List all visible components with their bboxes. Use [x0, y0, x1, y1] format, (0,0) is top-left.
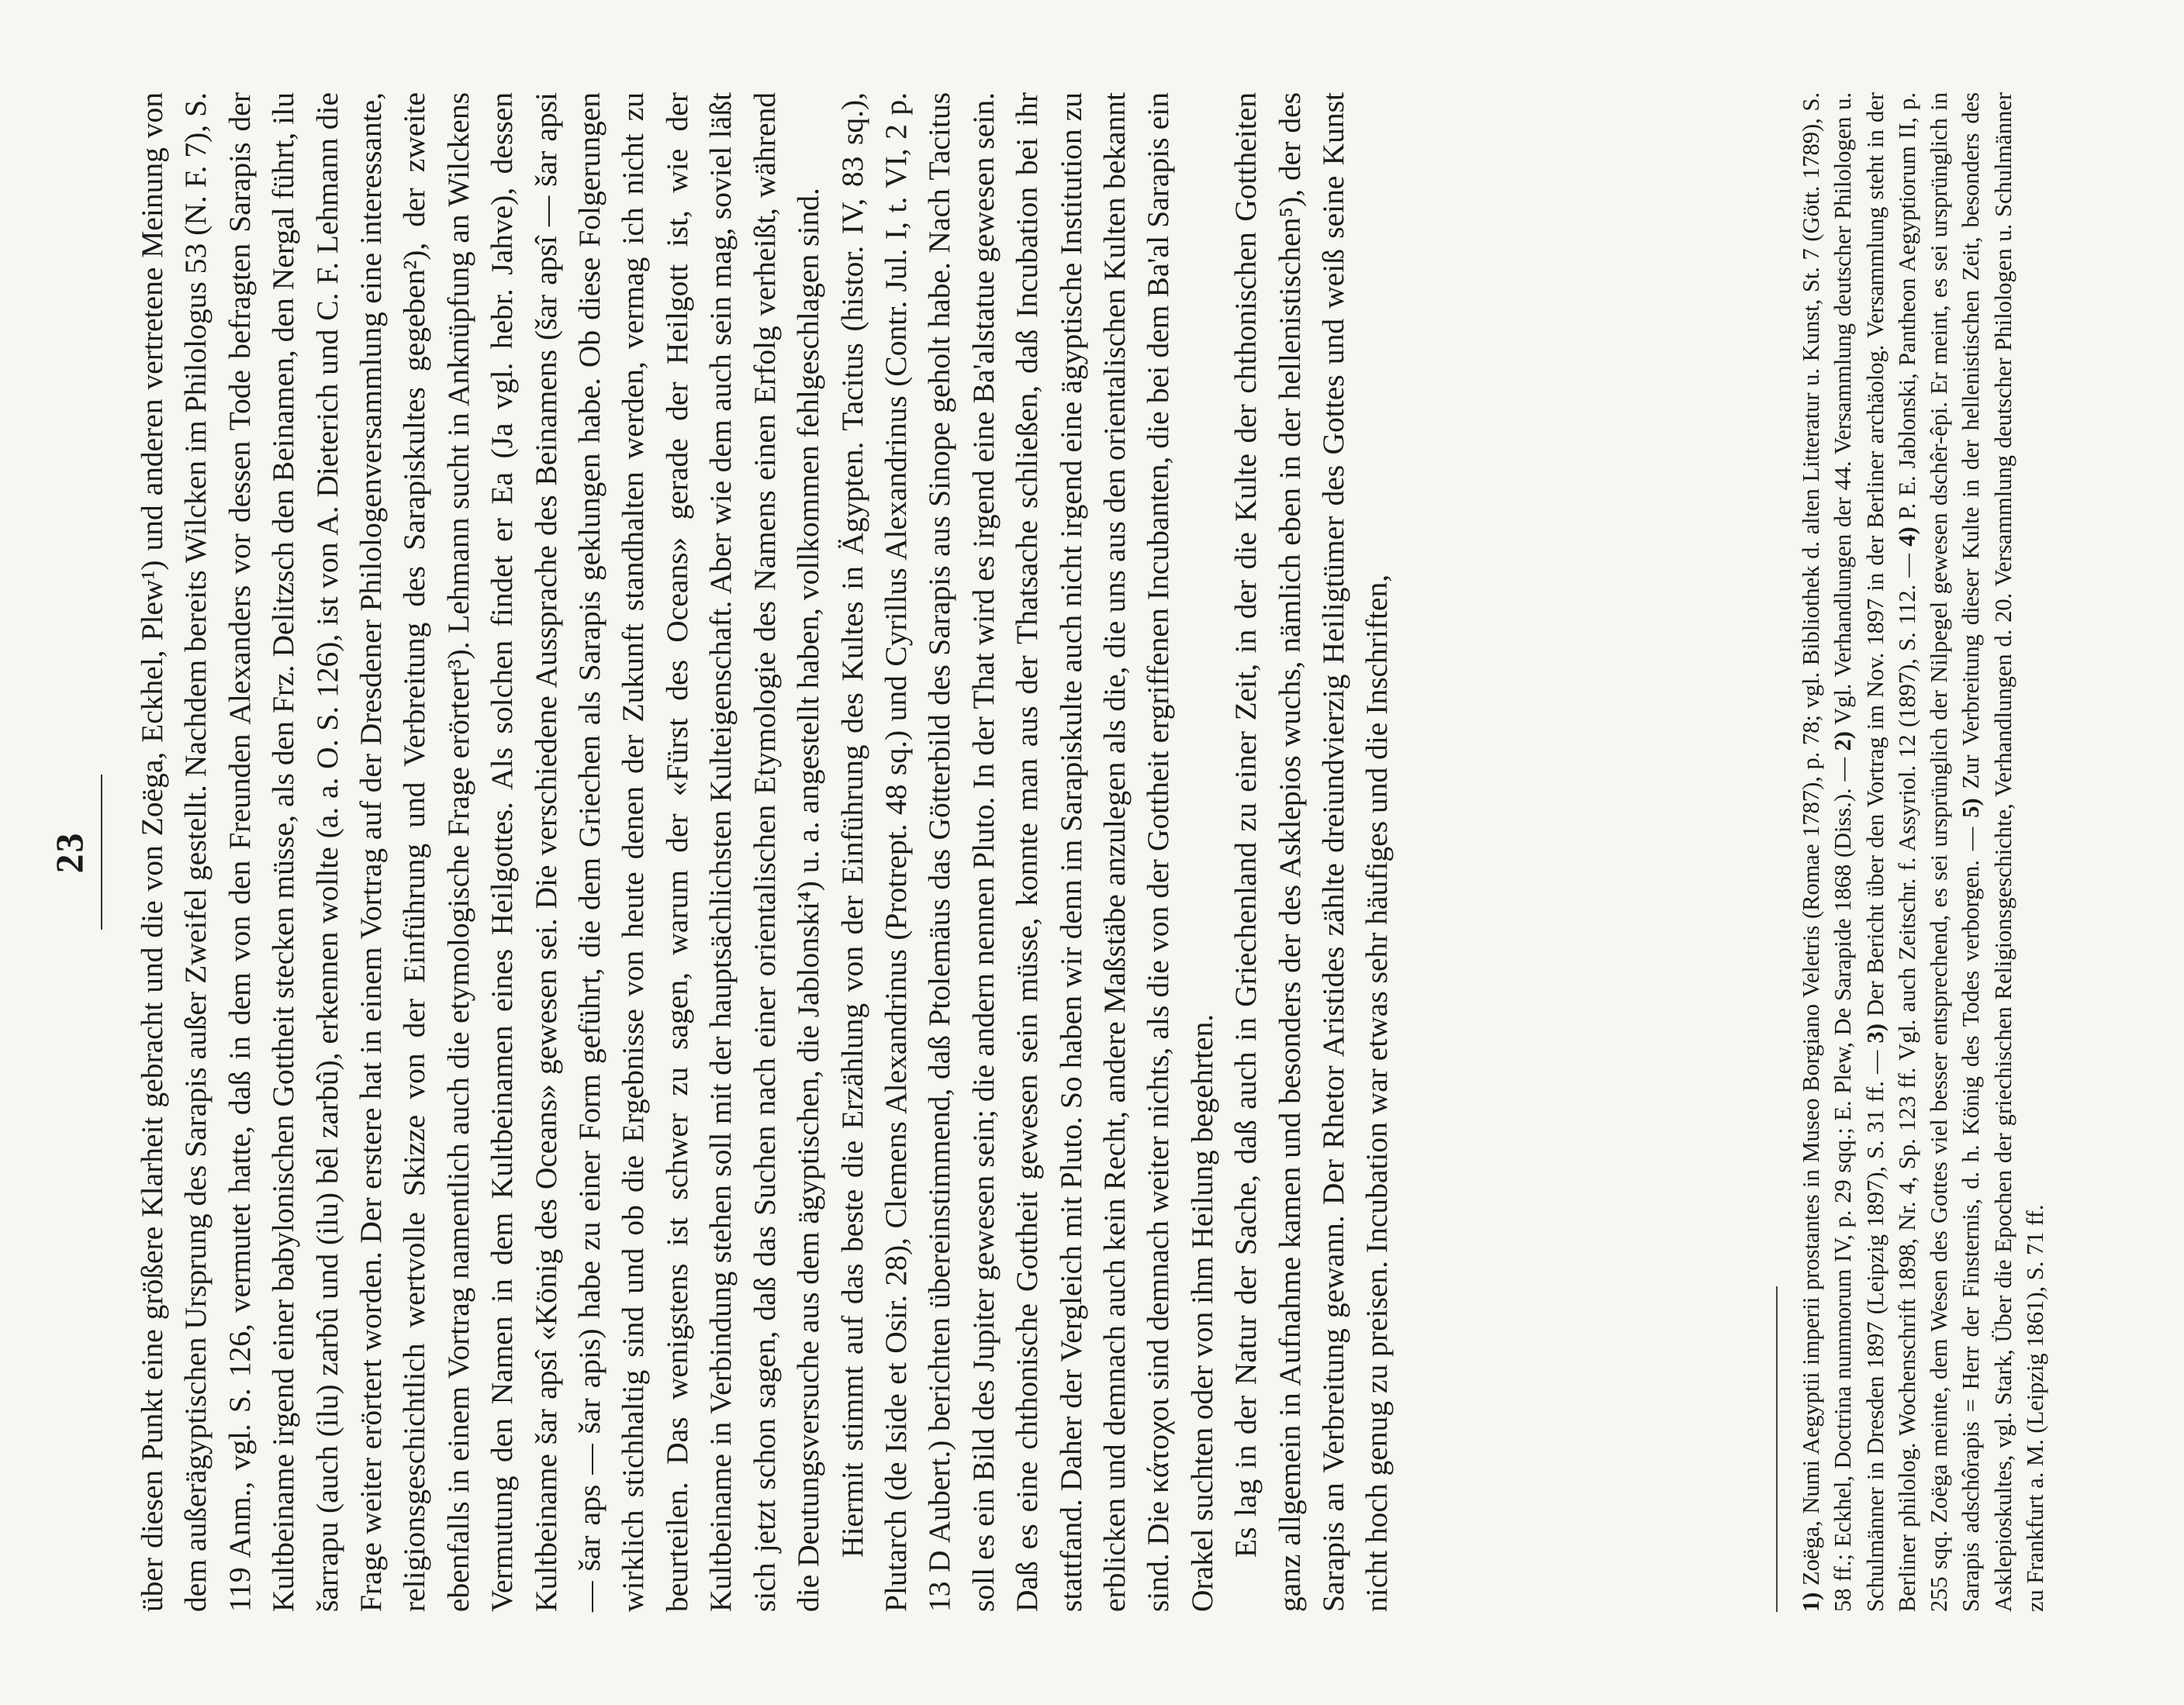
- body-text: [130, 92, 1399, 1612]
- footnote-number: 5): [1958, 798, 1985, 818]
- paragraph: Hiermit stimmt auf das beste die Erzählung von der Einführung des Kultes in Ägypten. Tacitus (histor. IV, 83 sq.), Plutarch (de Iside et Osir. 28), Clemens Alexandrinus (Protrept. 48 sq.) und Cyrillus Alexandrinus (Contr. Jul. I, t. VI, 2 p. 13 D Aubert.) berichten übereinstimmend, daß Ptolemäus das Götterbild des Sarapis aus Sinope geholt habe. Nach Tacitus soll es ein Bild des Jupiter gewesen sein; die andern nennen Pluto. In der That wird es irgend eine Ba'alstatue gewesen sein. Daß es eine chthonische Gottheit gewesen sein müsse, konnte man aus der Thatsache schließen, daß Incubation bei ihr stattfand. Daher der Vergleich mit Pluto. So haben wir denn im Sarapiskulte auch nicht irgend eine ägyptische Institution zu erblicken und demnach auch kein Recht, andere Maßstäbe anzulegen als die, die uns aus den orientalischen Kulten bekannt sind. Die κάτοχοι sind demnach weiter nichts, als die von der Gottheit ergriffenen Incubanten, die bei dem Ba'al Sarapis ein Orakel suchten oder von ihm Heilung begehrten.: [835, 92, 1219, 1612]
- footnote-rule: [1776, 1286, 1778, 1612]
- footnote-text: Zur Verbreitung dieser Kulte in der hellenistischen Zeit, besonders des Asklepioskultes, vgl. Stark, Über die Epochen der griechischen Religionsgeschichte, Verhandlungen d. 20. Versammlung deutscher Philologen u. Schulmänner zu Frankfurt a. M. (Leipzig 1861), S. 71 ff.: [1958, 92, 2049, 1612]
- paragraph: Es lag in der Natur der Sache, daß auch in Griechenland zu einer Zeit, in der die Kulte der chthonischen Gottheiten ganz allgemein in Aufnahme kamen und besonders der des Asklepios wuchs, nämlich eben in der hellenistischen⁵), der des Sarapis an Verbreitung gewann. Der Rhetor Aristides zählte dreiundvierzig Heiligtümer des Gottes und weiß seine Kunst nicht hoch genug zu preisen. Incubation war etwas sehr häufiges und die Inschriften,: [1228, 92, 1394, 1612]
- paragraph: über diesen Punkt eine größere Klarheit gebracht und die von Zoëga, Eckhel, Plew¹) und anderen vertretene Meinung von dem außerägyptischen Ursprung des Sarapis außer Zweifel gestellt. Nachdem bereits Wilcken im Philologus 53 (N. F. 7), S. 119 Anm., vgl. S. 126, vermutet hatte, daß in dem von den Freunden Alexanders vor dessen Tode befragten Sarapis der Kultbeiname irgend einer babylonischen Gottheit stecken müsse, als den Frz. Delitzsch den Beinamen, den Nergal führt, ilu šarrapu (auch (ilu) zarbû und (ilu) bêl zarbû), erkennen wollte (a. a. O. S. 126), ist von A. Dieterich und C. F. Lehmann die Frage weiter erörtert worden. Der erstere hat in einem Vortrag auf der Dresdener Philologenversammlung eine interessante, religionsgeschichtlich wertvolle Skizze von der Einführung und Verbreitung des Sarapiskultes gegeben²), der zweite ebenfalls in einem Vortrag namentlich auch die etymologische Frage erörtert³). Lehmann sucht in Anknüpfung an Wilckens Vermutung den Namen in dem Kultbeinamen eines Heilgottes. Als solchen findet er Ea (Ja vgl. hebr. Jahve), dessen Kultbeiname šar apsî «König des Oceans» gewesen sei. Die verschiedene Aussprache des Beinamens (šar apsî — šar apsi — šar aps — šar apis) habe zu einer Form geführt, die dem Griechen als Sarapis geklungen habe. Ob diese Folgerungen wirklich stichhaltig sind und ob die Ergebnisse von heute denen der Zukunft standhalten werden, vermag ich nicht zu beurteilen. Das wenigstens ist schwer zu sagen, warum der «Fürst des Oceans» gerade der Heilgott ist, wie der Kultbeiname in Verbindung stehen soll mit der hauptsächlichsten Kulteigenschaft. Aber wie dem auch sein mag, soviel läßt sich jetzt schon sagen, daß das Suchen nach einer orientalischen Etymologie des Namens einen Erfolg verheißt, während die Deutungsversuche aus dem ägyptischen, die Jablonski⁴) u. a. angestellt haben, vollkommen fehlgeschlagen sind.: [135, 92, 826, 1612]
- footnote-text: P. E. Jablonski, Pantheon Aegyptiorum II, p. 255 sqq. Zoëga meinte, dem Wesen des Gottes viel besser entsprechend, es sei ursprünglich der Nilpegel gewesen dschêr-êpi. Er meint, es sei ursprünglich in Sarapis adschôrapis = Herr der Finsternis, d. h. König des Todes verborgen. —: [1893, 92, 1985, 1612]
- footnote-number: 1): [1798, 1592, 1824, 1612]
- page-number: 23: [47, 831, 91, 874]
- footnote-text: Zoëga, Numi Aegyptii imperii prostantes in Museo Borgiano Veletris (Romae 1787), p. 78; vgl. Bibliothek d. alten Litteratur u. Kunst, St. 7 (Gött. 1789), S. 58 ff.; Eckhel, Doctrina nummorum IV, p. 29 sqq.; E. Plew, De Sarapide 1868 (Diss.). —: [1798, 92, 1857, 1612]
- header-rule: [101, 775, 102, 930]
- footnote-number: 4): [1893, 526, 1920, 547]
- footnotes: [1795, 92, 2051, 1612]
- footnote-number: 3): [1861, 1023, 1889, 1044]
- footnote-number: 2): [1830, 731, 1857, 751]
- footnote-text: Vgl. Verhandlungen der 44. Versammlung deutscher Philologen u. Schulmänner in Dresden 1897 (Leipzig 1897), S. 31 ff. —: [1830, 91, 1889, 1612]
- footnote-block: [1795, 92, 2051, 1612]
- footnote-text: Der Bericht über den Vortrag im Nov. 1897 in der Berliner archäolog. Versammlung steht in der Berliner philolog. Wochenschrift 1898, Nr. 4, Sp. 123 ff. Vgl. auch Zeitschr. f. Assyriol. 12 (1897), S. 112. —: [1861, 92, 1920, 1612]
